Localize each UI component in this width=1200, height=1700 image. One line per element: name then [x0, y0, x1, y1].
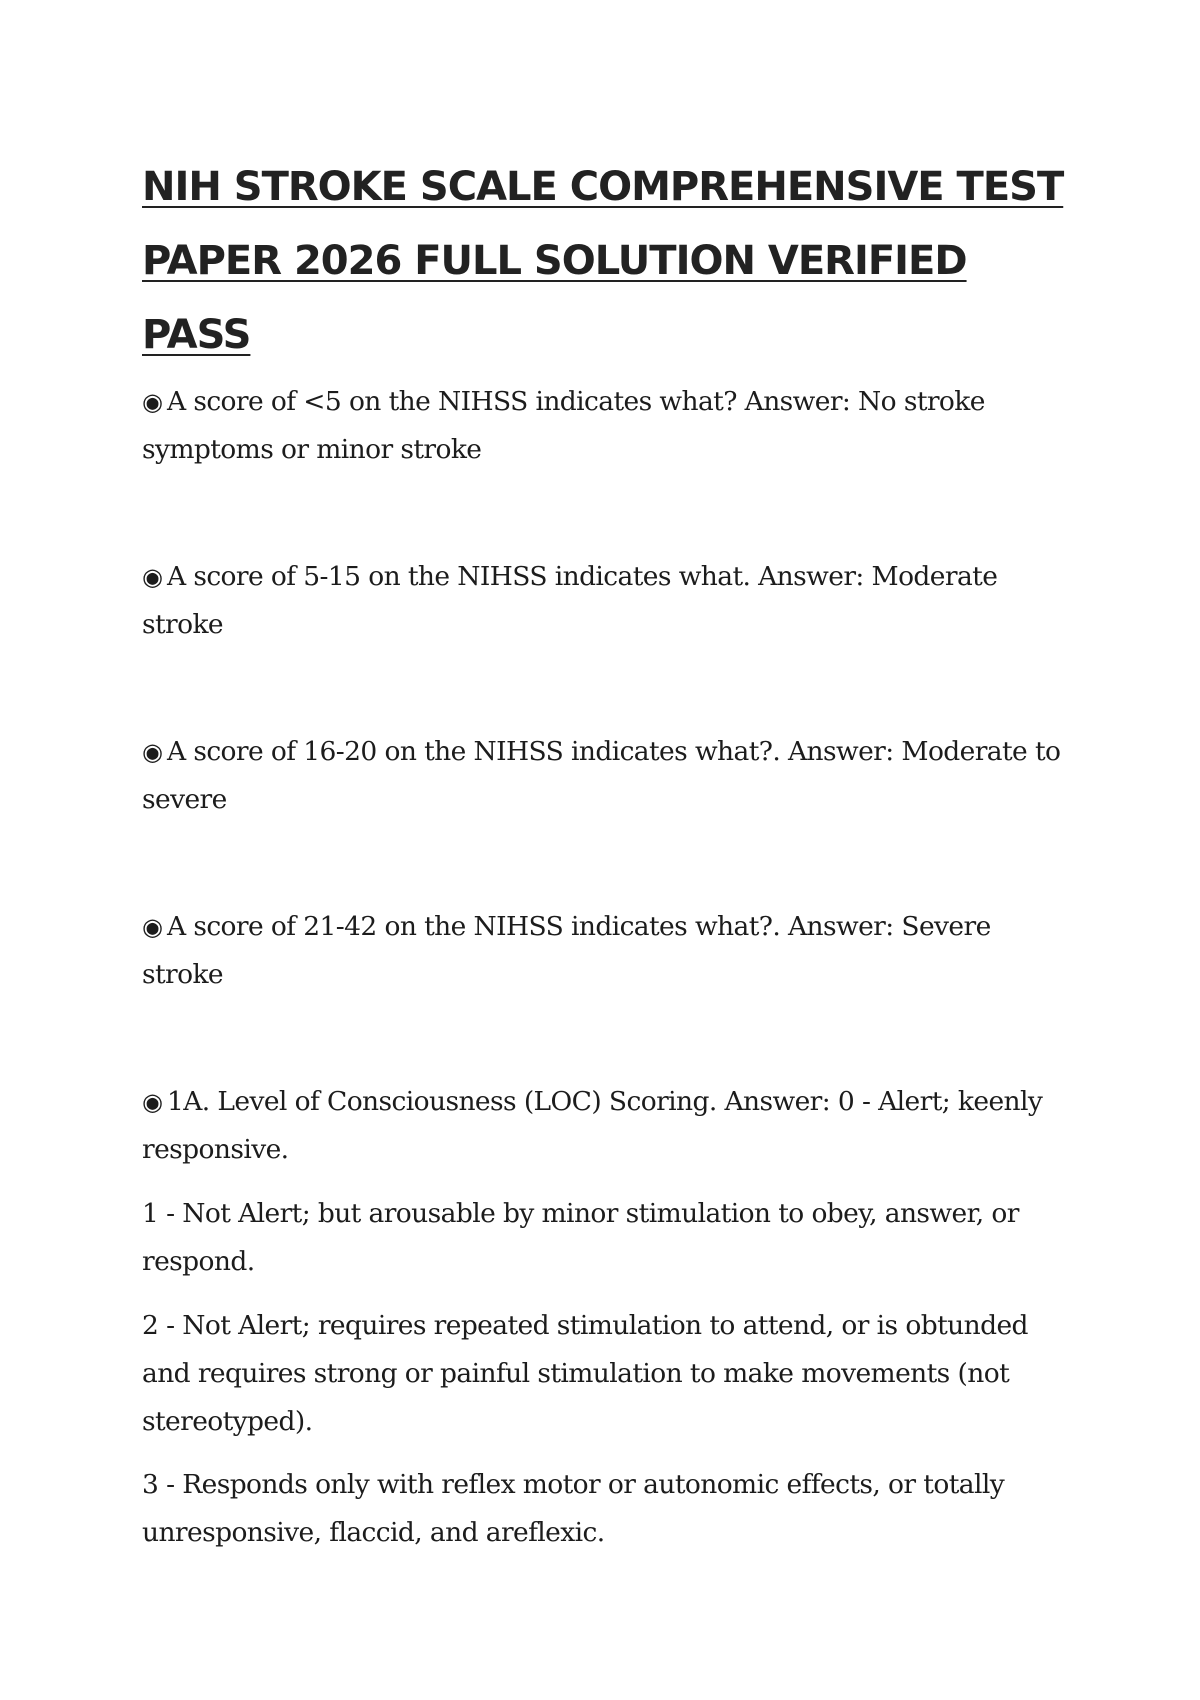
question-text: A score of 5-15 on the NIHSS indicates what. Answer: Moderate stroke [142, 561, 998, 640]
question-item [142, 378, 1072, 474]
question-text: 1A. Level of Consciousness (LOC) Scoring. Answer: 0 - Alert; keenly responsive. [142, 1086, 1043, 1165]
loc-score-line: 2 - Not Alert; requires repeated stimulation to attend, or is obtunded and requires strong or painful stimulation to make movements (not stereotyped). [142, 1310, 1028, 1437]
radio-bullet-icon: ◉ [142, 388, 163, 416]
question-item [142, 728, 1072, 824]
question-item [142, 1078, 1072, 1174]
radio-bullet-icon: ◉ [142, 563, 163, 591]
question-item [142, 903, 1072, 999]
radio-bullet-icon: ◉ [142, 913, 163, 941]
loc-score-line: 3 - Responds only with reflex motor or autonomic effects, or totally unresponsive, flaccid, and areflexic. [142, 1469, 1005, 1548]
question-text: A score of 16-20 on the NIHSS indicates what?. Answer: Moderate to severe [142, 736, 1061, 815]
page-title: NIH STROKE SCALE COMPREHENSIVE TEST PAPER 2026 FULL SOLUTION VERIFIED PASS [142, 164, 1064, 358]
radio-bullet-icon: ◉ [142, 738, 163, 766]
question-text: A score of <5 on the NIHSS indicates what? Answer: No stroke symptoms or minor stroke [142, 386, 985, 465]
loc-score-line: 1 - Not Alert; but arousable by minor stimulation to obey, answer, or respond. [142, 1198, 1019, 1277]
question-item [142, 553, 1072, 649]
question-text: A score of 21-42 on the NIHSS indicates what?. Answer: Severe stroke [142, 911, 991, 990]
radio-bullet-icon: ◉ [142, 1088, 163, 1116]
